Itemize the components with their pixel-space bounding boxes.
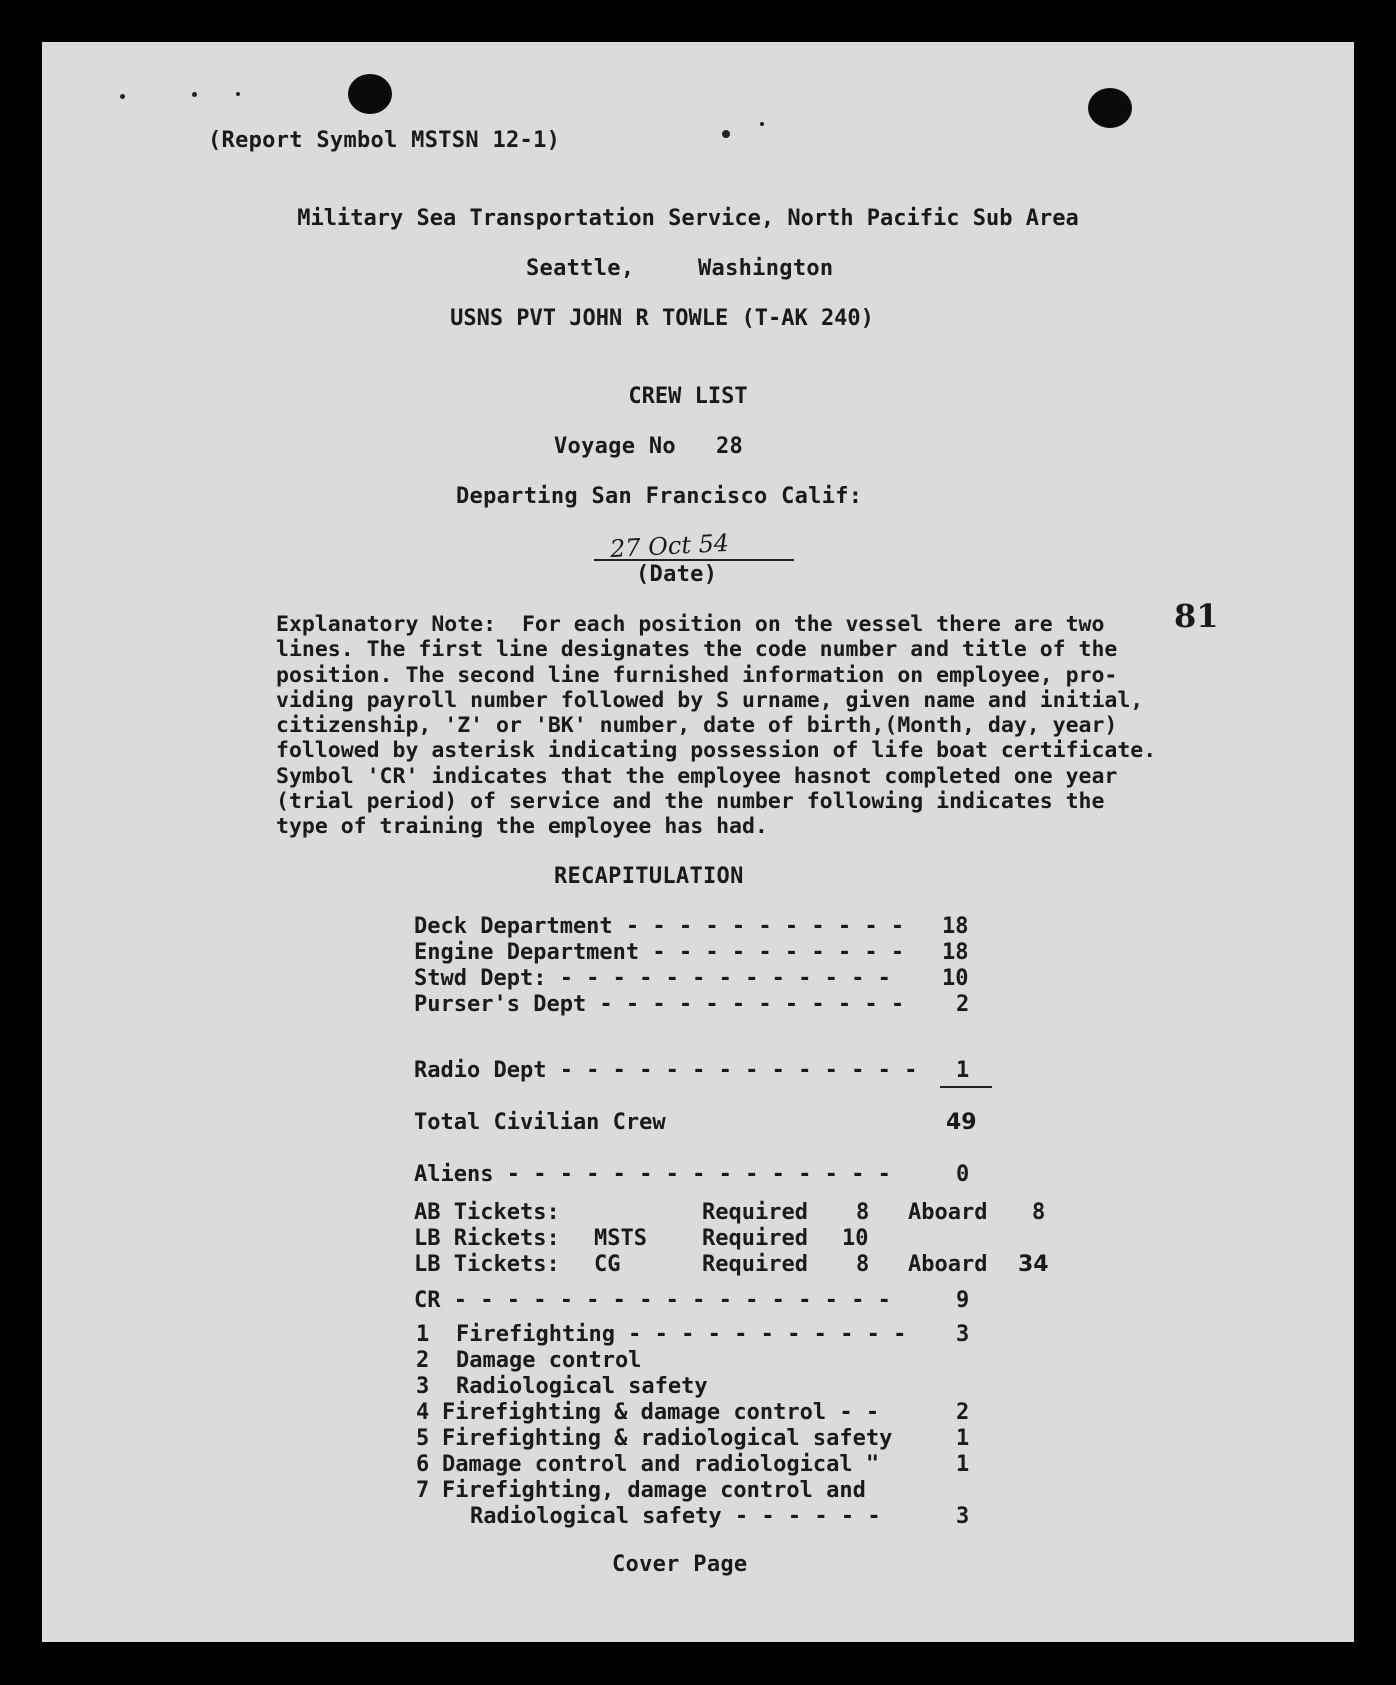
training-row: [42, 1374, 1354, 1400]
ticket-required-label: Required: [702, 1200, 808, 1225]
ink-speck: [192, 92, 197, 97]
training-row: [42, 1478, 1354, 1504]
punch-hole-right: [1088, 88, 1132, 128]
ticket-required: 8: [856, 1200, 870, 1225]
training-row: [42, 1322, 1354, 1348]
training-label: Firefighting & damage control - -: [442, 1400, 880, 1425]
ink-speck: [120, 94, 125, 99]
dept-label: Engine Department - - - - - - - - - -: [414, 940, 905, 965]
training-label: Radiological safety - - - - - -: [470, 1504, 881, 1529]
dept-value: 10: [942, 966, 969, 991]
training-label: Firefighting & radiological safety: [442, 1426, 893, 1451]
total-label: Total Civilian Crew: [414, 1110, 666, 1135]
state: Washington: [698, 256, 834, 281]
voyage-number: 28: [716, 434, 744, 459]
dept-value: 18: [942, 914, 969, 939]
handwritten-date: 27 Oct 54: [609, 528, 730, 564]
training-label: Damage control: [456, 1348, 642, 1373]
note-line: followed by asterisk indicating possession of life boat certificate.: [276, 738, 1157, 764]
note-line: citizenship, 'Z' or 'BK' number, date of birth,(Month, day, year): [276, 713, 1118, 739]
training-label: Firefighting - - - - - - - - - - -: [456, 1322, 907, 1347]
dept-row: [42, 966, 1354, 992]
ink-speck: [236, 92, 240, 96]
training-number: 5: [416, 1426, 430, 1451]
note-line: viding payroll number followed by S urname, given name and initial,: [276, 687, 1144, 713]
ticket-required: 10: [842, 1226, 869, 1251]
training-value: 1: [956, 1452, 970, 1477]
aliens-label: Aliens - - - - - - - - - - - - - - -: [414, 1162, 891, 1187]
training-row: [42, 1348, 1354, 1374]
training-number: 1: [416, 1322, 430, 1347]
training-number: 7: [416, 1478, 430, 1503]
document-title: CREW LIST: [628, 384, 748, 409]
sum-underline: [940, 1086, 992, 1088]
date-rule: [594, 559, 794, 561]
ticket-label: AB Tickets:: [414, 1200, 560, 1225]
note-line: position. The second line furnished information on employee, pro-: [276, 662, 1118, 688]
ticket-label: LB Rickets:: [414, 1226, 560, 1251]
training-number: 2: [416, 1348, 430, 1373]
ticket-label: LB Tickets:: [414, 1252, 560, 1277]
note-line: Symbol 'CR' indicates that the employee hasnot completed one year: [276, 763, 1118, 789]
training-number: 4: [416, 1400, 430, 1425]
ticket-row: [42, 1226, 1354, 1252]
training-value: 3: [956, 1504, 970, 1529]
aliens-value: 0: [956, 1162, 970, 1187]
training-row: [42, 1426, 1354, 1452]
recap-heading: RECAPITULATION: [554, 864, 744, 889]
training-number: 3: [416, 1374, 430, 1399]
dept-value: 1: [956, 1058, 970, 1083]
dept-row: [42, 940, 1354, 966]
training-value: 3: [956, 1322, 970, 1347]
departing-line: Departing San Francisco Calif:: [456, 484, 863, 509]
ticket-aboard: 8: [1032, 1200, 1046, 1225]
total-value: 49: [946, 1110, 977, 1135]
training-value: 2: [956, 1400, 970, 1425]
training-number: 6: [416, 1452, 430, 1477]
city: Seattle,: [526, 256, 635, 281]
training-label: Radiological safety: [456, 1374, 708, 1399]
note-line: type of training the employee has had.: [276, 814, 768, 840]
ticket-row: [42, 1252, 1354, 1278]
dept-label: Purser's Dept - - - - - - - - - - - -: [414, 992, 905, 1017]
organization-line: Military Sea Transportation Service, North Pacific Sub Area: [297, 206, 1079, 231]
training-label: Firefighting, damage control and: [442, 1478, 866, 1503]
dept-row: [42, 914, 1354, 940]
training-label: Damage control and radiological ": [442, 1452, 880, 1477]
cr-label: CR - - - - - - - - - - - - - - - - -: [414, 1288, 891, 1313]
ticket-required-label: Required: [702, 1226, 808, 1251]
training-value: 1: [956, 1426, 970, 1451]
note-line: lines. The first line designates the code number and title of the: [276, 637, 1118, 663]
ticket-row: [42, 1200, 1354, 1226]
note-line: (trial period) of service and the number following indicates the: [276, 789, 1105, 815]
note-line: Explanatory Note: For each position on the vessel there are two: [276, 612, 1105, 637]
ticket-aboard-label: Aboard: [908, 1252, 988, 1277]
report-symbol: (Report Symbol MSTSN 12-1): [208, 128, 561, 153]
ticket-type: CG: [594, 1252, 621, 1277]
dept-row: [42, 1058, 1354, 1084]
dept-label: Stwd Dept: - - - - - - - - - - - - -: [414, 966, 891, 991]
ink-speck: [722, 130, 730, 138]
cr-value: 9: [956, 1288, 970, 1313]
voyage-label: Voyage No: [554, 434, 676, 459]
explanatory-note: [276, 612, 1256, 840]
ink-speck: [760, 122, 764, 126]
ticket-required: 8: [856, 1252, 870, 1277]
ticket-aboard: 34: [1018, 1252, 1049, 1277]
dept-label: Deck Department - - - - - - - - - - -: [414, 914, 905, 939]
ticket-type: MSTS: [594, 1226, 647, 1251]
page-number: 81: [1174, 597, 1219, 635]
dept-row: [42, 992, 1354, 1018]
document-page: [42, 42, 1354, 1642]
ticket-aboard-label: Aboard: [908, 1200, 988, 1225]
footer-label: Cover Page: [612, 1552, 748, 1577]
training-row: [42, 1504, 1354, 1530]
training-row: [42, 1400, 1354, 1426]
punch-hole-left: [348, 74, 392, 114]
date-label: (Date): [636, 562, 718, 587]
total-row: [42, 1110, 1354, 1136]
training-row: [42, 1452, 1354, 1478]
ticket-required-label: Required: [702, 1252, 808, 1277]
aliens-row: [42, 1162, 1354, 1188]
cr-row: [42, 1288, 1354, 1314]
dept-label: Radio Dept - - - - - - - - - - - - - -: [414, 1058, 918, 1083]
dept-value: 2: [956, 992, 970, 1017]
vessel-name: USNS PVT JOHN R TOWLE (T-AK 240): [450, 306, 874, 331]
dept-value: 18: [942, 940, 969, 965]
